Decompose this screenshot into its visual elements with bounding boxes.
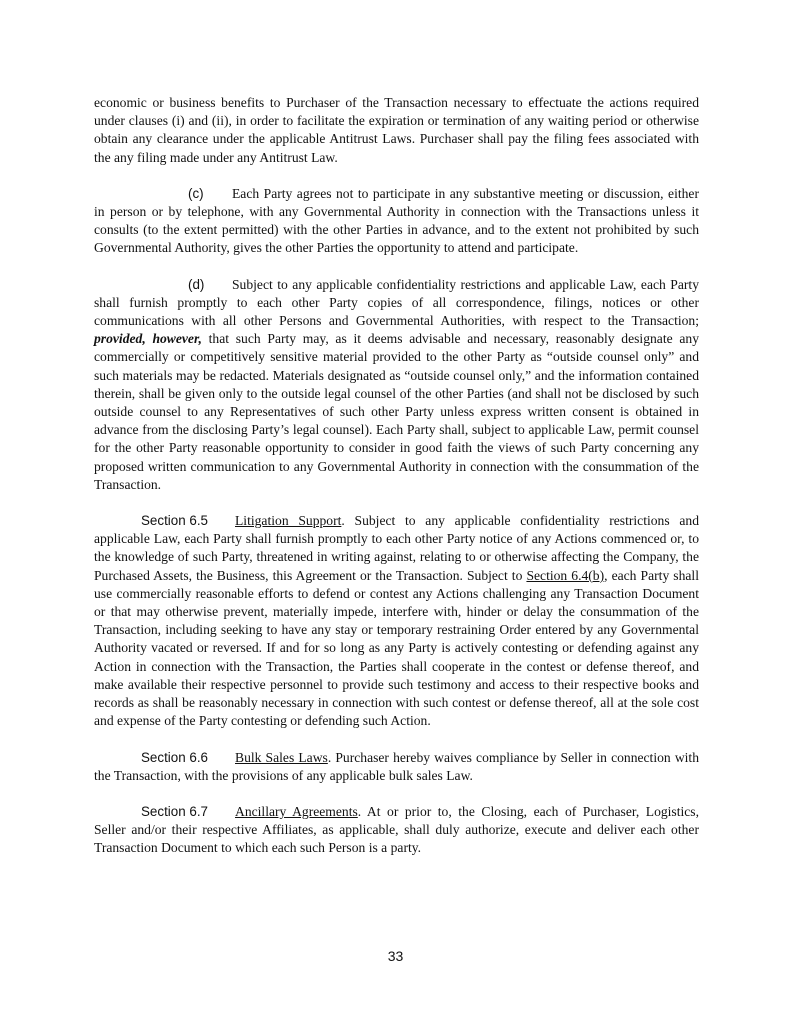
section-6-7 (94, 803, 699, 858)
section-6-6 (94, 749, 699, 785)
section-heading: Bulk Sales Laws (235, 749, 328, 765)
paragraph-text: economic or business benefits to Purchaser of the Transaction necessary to effectuate the actions required under clauses (i) and (ii), in order to facilitate the expiration or termination of any waiting period or otherwise obtain any clearance under the applicable Antitrust Laws. Purchaser shall pay the filing fees associated with the any filing made under any Antitrust Law. (94, 95, 699, 165)
document-body (94, 94, 699, 876)
clause-label: (c) (188, 185, 204, 201)
paragraph-continuation (94, 94, 699, 167)
paragraph-text: . Subject to any applicable confidentiality restrictions and applicable Law, each Party shall furnish promptly to each other Party notice of any Actions commenced or, to the knowledge of such Party, threatened in writing against, relating to or otherwise affecting the Company, the Purchased Assets, the Business, this Agreement or the Transaction. Subject to (94, 513, 699, 583)
paragraph-text: . At or prior to, the Closing, each of Purchaser, Logistics, Seller and/or their respective Affiliates, as applicable, shall duly authorize, execute and deliver each other Transaction Document to which each such Person is a party. (94, 803, 699, 856)
section-label: Section 6.6 (141, 749, 208, 765)
section-heading: Litigation Support (235, 513, 342, 529)
clause-label: (d) (188, 276, 205, 292)
paragraph-text: Each Party agrees not to participate in any substantive meeting or discussion, either in person or by telephone, with any Governmental Authority in connection with the Transactions unless it consults (to the extent permitted) with the other Parties in advance, and to the extent not prohibited by such Governmental Authority, gives the other Parties the opportunity to attend and participate. (94, 185, 699, 256)
section-label: Section 6.7 (141, 803, 208, 819)
section-cross-reference: Section 6.4(b) (526, 567, 605, 583)
paragraph-c (94, 185, 699, 258)
section-label: Section 6.5 (141, 513, 208, 529)
paragraph-text: that such Party may, as it deems advisable and necessary, reasonably designate any commercially or competitively sensitive material provided to the other Party as “outside counsel only” and such materials may be redacted. Materials designated as “outside counsel only,” and the information contained therein, shall be given only to the outside legal counsel of the other Parties (and shall not be disclosed by such outside counsel to any Representatives of such other Party unless express written consent is obtained in advance from the disclosing Party’s legal counsel). Each Party shall, subject to applicable Law, permit counsel for the other Party reasonable opportunity to consider in good faith the views of such Party concerning any proposed written communication to any Governmental Authority in connection with the consummation of the Transaction. (94, 331, 699, 492)
section-6-5 (94, 512, 699, 730)
paragraph-d (94, 276, 699, 494)
page-number: 33 (387, 948, 404, 964)
section-heading: Ancillary Agreements (235, 803, 358, 819)
paragraph-text: Subject to any applicable confidentiality restrictions and applicable Law, each Party shall furnish promptly to each other Party copies of all correspondence, filings, notices or other communications with all other Persons and Governmental Authorities, with respect to the Transaction; (94, 276, 699, 329)
paragraph-text: . Purchaser hereby waives compliance by Seller in connection with the Transaction, with the provisions of any applicable bulk sales Law. (94, 749, 699, 783)
emphasis-text: provided, however, (94, 331, 202, 347)
paragraph-text: , each Party shall use commercially reasonable efforts to defend or contest any Actions challenging any Transaction Document or that may otherwise prevent, materially impede, interfere with, hinder or delay the consummation of the Transaction, including seeking to have any stay or temporary restraining Order entered by any Governmental Authority vacated or reversed. If and for so long as any Party is actively contesting or defending against any Action in connection with the Transaction, the Parties shall cooperate in the contest or defense thereof, and make available their respective personnel to provide such testimony and access to their respective books and records as shall be reasonably necessary in connection with such contest or defense thereof, all at the sole cost and expense of the Party contesting or defending such Action. (94, 567, 699, 729)
